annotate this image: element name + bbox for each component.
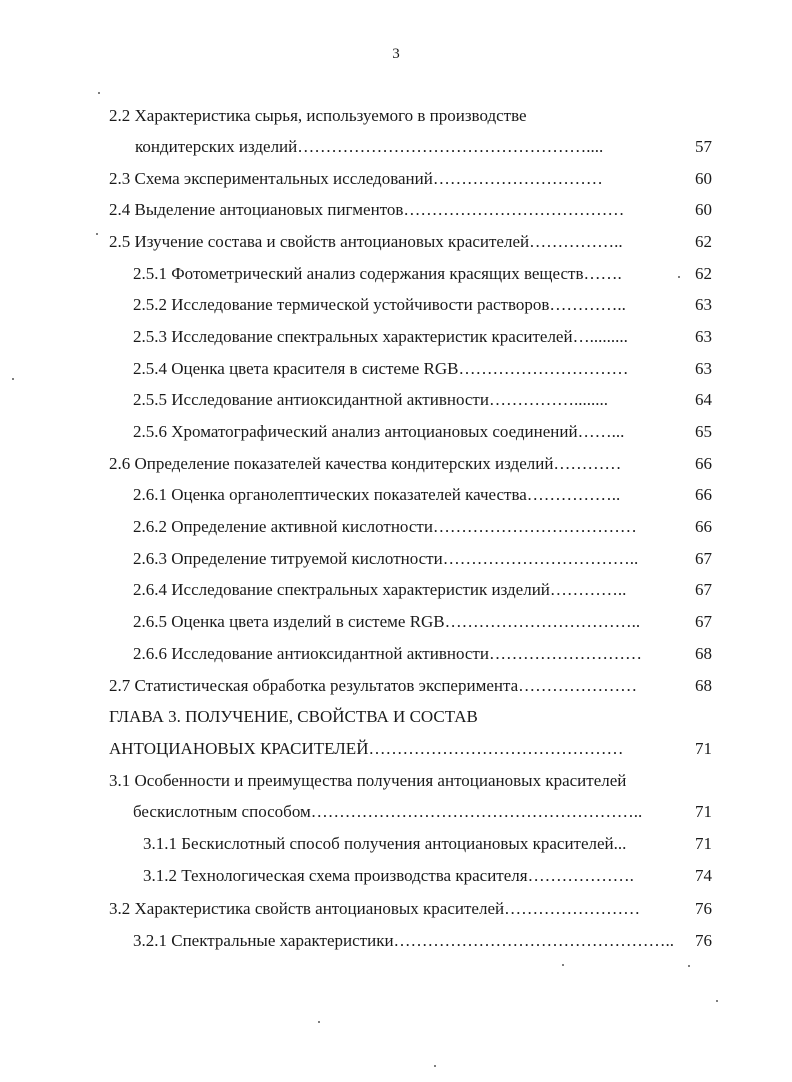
toc-entry-2-6-2: 2.6.2 Определение активной кислотности………………………………: [133, 517, 637, 536]
toc-entry-2-6-1: 2.6.1 Оценка органолептических показателей качества……………..: [133, 485, 621, 504]
toc-entry-2-5-6: 2.5.6 Хроматографический анализ антоциановых соединений……...: [133, 422, 625, 441]
toc-entry-2-5-5: 2.5.5 Исследование антиоксидантной активности……………........: [133, 390, 608, 409]
toc-page-ref: 68: [695, 644, 712, 663]
toc-entry-2-5-4: 2.5.4 Оценка цвета красителя в системе RGB…………………………: [133, 359, 629, 378]
toc-entry-2-5-3: 2.5.3 Исследование спектральных характеристик красителей….........: [133, 327, 628, 346]
toc-entry-2-4: 2.4 Выделение антоциановых пигментов…………………………………: [109, 200, 625, 219]
scan-speck: [434, 1065, 436, 1067]
toc-entry-3-2-1: 3.2.1 Спектральные характеристики…………………………………………..: [133, 931, 675, 950]
toc-entry-2-2: 2.2 Характеристика сырья, используемого в производстве: [109, 106, 527, 125]
toc-entry-2-5: 2.5 Изучение состава и свойств антоциановых красителей……………..: [109, 232, 623, 251]
toc-page-ref: 57: [695, 137, 712, 156]
toc-entry-3-2: 3.2 Характеристика свойств антоциановых красителей……………………: [109, 899, 641, 918]
scan-speck: [678, 276, 680, 278]
toc-entry-2-5-2: 2.5.2 Исследование термической устойчивости растворов…………..: [133, 295, 626, 314]
toc-page-ref: 68: [695, 676, 712, 695]
toc-entry-2-6-4: 2.6.4 Исследование спектральных характеристик изделий…………..: [133, 580, 627, 599]
toc-page-ref: 66: [695, 454, 712, 473]
scan-speck: [96, 233, 98, 235]
toc-page-ref: 71: [695, 834, 712, 853]
scan-speck: [716, 1000, 718, 1002]
toc-page-ref: 66: [695, 517, 712, 536]
page-number: 3: [392, 46, 400, 62]
toc-page-ref: 63: [695, 327, 712, 346]
toc-page-ref: 64: [695, 390, 712, 409]
toc-page-ref: 67: [695, 580, 712, 599]
toc-entry-3-1-1: 3.1.1 Бескислотный способ получения антоциановых красителей...: [143, 834, 627, 853]
scan-speck: [12, 378, 14, 380]
toc-page-ref: 76: [695, 899, 712, 918]
toc-page-ref: 74: [695, 866, 712, 885]
toc-page-ref: 62: [695, 264, 712, 283]
toc-chapter-3-heading: ГЛАВА 3. ПОЛУЧЕНИЕ, СВОЙСТВА И СОСТАВ: [109, 707, 478, 726]
toc-entry-2-3: 2.3 Схема экспериментальных исследований…………………………: [109, 169, 603, 188]
toc-page-ref: 67: [695, 612, 712, 631]
toc-page-ref: 76: [695, 931, 712, 950]
toc-page-ref: 62: [695, 232, 712, 251]
toc-page-ref: 71: [695, 802, 712, 821]
toc-page-ref: 67: [695, 549, 712, 568]
scan-speck: [98, 92, 100, 94]
toc-page-ref: 63: [695, 295, 712, 314]
toc-entry-2-2-cont: кондитерских изделий……………………………………………....: [135, 137, 604, 156]
scan-speck: [318, 1021, 320, 1023]
scan-speck: [688, 965, 690, 967]
toc-entry-3-1-2: 3.1.2 Технологическая схема производства красителя……………….: [143, 866, 634, 885]
toc-entry-2-6-6: 2.6.6 Исследование антиоксидантной активности………………………: [133, 644, 642, 663]
toc-entry-2-7: 2.7 Статистическая обработка результатов эксперимента…………………: [109, 676, 638, 695]
toc-page-ref: 71: [695, 739, 712, 758]
toc-chapter-3-heading-cont: АНТОЦИАНОВЫХ КРАСИТЕЛЕЙ………………………………………: [109, 739, 624, 758]
scan-speck: [562, 964, 564, 966]
toc-page-ref: 63: [695, 359, 712, 378]
toc-entry-3-1: 3.1 Особенности и преимущества получения антоциановых красителей: [109, 771, 627, 790]
toc-entry-3-1-cont: бескислотным способом…………………………………………………..: [133, 802, 643, 821]
toc-page-ref: 66: [695, 485, 712, 504]
toc-page-ref: 65: [695, 422, 712, 441]
toc-entry-2-6-5: 2.6.5 Оценка цвета изделий в системе RGB……………………………..: [133, 612, 641, 631]
toc-entry-2-6: 2.6 Определение показателей качества кондитерских изделий…………: [109, 454, 622, 473]
toc-page-ref: 60: [695, 200, 712, 219]
toc-page-ref: 60: [695, 169, 712, 188]
toc-entry-2-5-1: 2.5.1 Фотометрический анализ содержания красящих веществ…….: [133, 264, 622, 283]
toc-entry-2-6-3: 2.6.3 Определение титруемой кислотности……………………………..: [133, 549, 639, 568]
